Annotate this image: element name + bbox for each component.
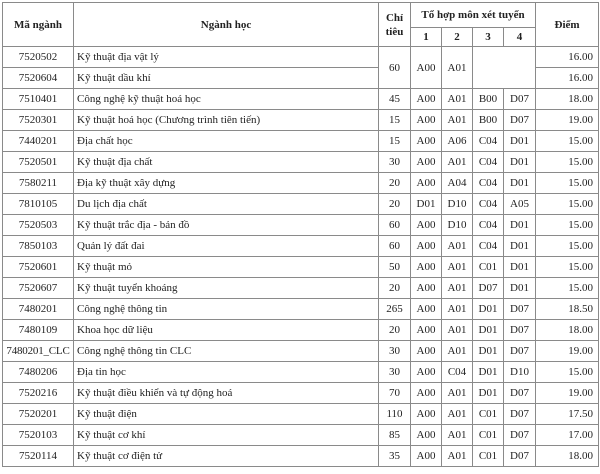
cell-subject-2: A01 xyxy=(442,278,473,299)
cell-subject-1: A00 xyxy=(411,215,442,236)
cell-score: 18.50 xyxy=(536,299,599,320)
cell-subject-3: D07 xyxy=(473,278,504,299)
cell-subject-2: A01 xyxy=(442,404,473,425)
cell-code: 7480206 xyxy=(3,362,74,383)
cell-code: 7520607 xyxy=(3,278,74,299)
table-row xyxy=(3,110,599,131)
cell-code: 7480109 xyxy=(3,320,74,341)
header-combo-1: 1 xyxy=(411,28,442,47)
cell-code: 7480201_CLC xyxy=(3,341,74,362)
cell-code: 7440201 xyxy=(3,131,74,152)
cell-subject-3-4 xyxy=(473,47,536,89)
cell-subject-2: A01 xyxy=(442,47,473,89)
cell-subject-3: C04 xyxy=(473,173,504,194)
cell-code: 7520201 xyxy=(3,404,74,425)
cell-score: 17.00 xyxy=(536,425,599,446)
cell-code: 7520301 xyxy=(3,110,74,131)
cell-subject-4: D07 xyxy=(504,299,536,320)
cell-quota: 20 xyxy=(379,320,411,341)
cell-name: Kỹ thuật cơ khí xyxy=(74,425,379,446)
cell-code: 7520103 xyxy=(3,425,74,446)
cell-code: 7510401 xyxy=(3,89,74,110)
cell-subject-4: D07 xyxy=(504,341,536,362)
cell-subject-1: A00 xyxy=(411,362,442,383)
header-combo: Tổ hợp môn xét tuyển xyxy=(411,3,536,28)
admission-scores-table xyxy=(2,2,599,467)
cell-score: 15.00 xyxy=(536,236,599,257)
cell-quota: 110 xyxy=(379,404,411,425)
cell-score: 18.00 xyxy=(536,320,599,341)
cell-subject-4: D01 xyxy=(504,131,536,152)
cell-name: Kỹ thuật điện xyxy=(74,404,379,425)
cell-score: 19.00 xyxy=(536,341,599,362)
cell-name: Khoa học dữ liệu xyxy=(74,320,379,341)
cell-score: 16.00 xyxy=(536,68,599,89)
cell-subject-1: A00 xyxy=(411,446,442,467)
cell-name: Kỹ thuật cơ điện tử xyxy=(74,446,379,467)
cell-score: 15.00 xyxy=(536,215,599,236)
cell-subject-3: C04 xyxy=(473,131,504,152)
cell-score: 18.00 xyxy=(536,446,599,467)
table-row xyxy=(3,173,599,194)
header-quota-line1: Chỉ xyxy=(385,11,404,24)
cell-code: 7520114 xyxy=(3,446,74,467)
cell-code: 7520502 xyxy=(3,47,74,68)
cell-quota: 30 xyxy=(379,341,411,362)
cell-subject-2: D10 xyxy=(442,194,473,215)
cell-subject-2: A01 xyxy=(442,446,473,467)
cell-name: Du lịch địa chất xyxy=(74,194,379,215)
table-row xyxy=(3,89,599,110)
header-code: Mã ngành xyxy=(3,3,74,47)
cell-score: 16.00 xyxy=(536,47,599,68)
cell-subject-4: D01 xyxy=(504,215,536,236)
cell-name: Địa chất học xyxy=(74,131,379,152)
cell-code: 7480201 xyxy=(3,299,74,320)
cell-quota: 35 xyxy=(379,446,411,467)
cell-subject-1: A00 xyxy=(411,47,442,89)
table-row xyxy=(3,383,599,404)
cell-name: Kỹ thuật hoá học (Chương trình tiên tiến) xyxy=(74,110,379,131)
cell-subject-2: C04 xyxy=(442,362,473,383)
table-row xyxy=(3,131,599,152)
cell-subject-3: C04 xyxy=(473,194,504,215)
cell-subject-1: A00 xyxy=(411,173,442,194)
cell-subject-4: D07 xyxy=(504,89,536,110)
cell-score: 18.00 xyxy=(536,89,599,110)
cell-subject-4: D01 xyxy=(504,173,536,194)
cell-subject-2: A01 xyxy=(442,257,473,278)
cell-name: Địa tin học xyxy=(74,362,379,383)
cell-score: 15.00 xyxy=(536,278,599,299)
cell-subject-3: C01 xyxy=(473,404,504,425)
cell-name: Công nghệ thông tin xyxy=(74,299,379,320)
cell-code: 7520216 xyxy=(3,383,74,404)
cell-subject-4: D07 xyxy=(504,383,536,404)
cell-code: 7520501 xyxy=(3,152,74,173)
cell-subject-3: D01 xyxy=(473,383,504,404)
table-row xyxy=(3,320,599,341)
cell-subject-3: C04 xyxy=(473,236,504,257)
cell-name: Địa kỹ thuật xây dựng xyxy=(74,173,379,194)
cell-quota: 265 xyxy=(379,299,411,320)
cell-quota: 85 xyxy=(379,425,411,446)
cell-subject-1: A00 xyxy=(411,299,442,320)
cell-subject-4: D01 xyxy=(504,152,536,173)
header-combo-3: 3 xyxy=(473,28,504,47)
cell-subject-1: A00 xyxy=(411,89,442,110)
cell-quota: 60 xyxy=(379,47,411,89)
cell-code: 7850103 xyxy=(3,236,74,257)
table-row xyxy=(3,446,599,467)
cell-score: 15.00 xyxy=(536,131,599,152)
cell-name: Công nghệ kỹ thuật hoá học xyxy=(74,89,379,110)
cell-quota: 50 xyxy=(379,257,411,278)
cell-subject-4: D01 xyxy=(504,236,536,257)
table-row xyxy=(3,425,599,446)
cell-subject-1: A00 xyxy=(411,278,442,299)
cell-quota: 30 xyxy=(379,362,411,383)
cell-subject-4: D07 xyxy=(504,320,536,341)
cell-subject-2: A06 xyxy=(442,131,473,152)
cell-quota: 15 xyxy=(379,110,411,131)
cell-subject-4: D07 xyxy=(504,404,536,425)
cell-score: 19.00 xyxy=(536,383,599,404)
cell-score: 17.50 xyxy=(536,404,599,425)
cell-subject-1: A00 xyxy=(411,341,442,362)
cell-subject-1: A00 xyxy=(411,425,442,446)
cell-subject-1: A00 xyxy=(411,383,442,404)
cell-subject-4: D07 xyxy=(504,446,536,467)
cell-quota: 20 xyxy=(379,173,411,194)
cell-subject-1: D01 xyxy=(411,194,442,215)
cell-quota: 20 xyxy=(379,194,411,215)
cell-subject-4: D07 xyxy=(504,425,536,446)
cell-subject-2: A01 xyxy=(442,320,473,341)
cell-name: Kỹ thuật điều khiển và tự động hoá xyxy=(74,383,379,404)
cell-subject-1: A00 xyxy=(411,257,442,278)
table-row xyxy=(3,299,599,320)
cell-subject-4: D07 xyxy=(504,110,536,131)
cell-subject-2: A01 xyxy=(442,299,473,320)
cell-subject-3: C04 xyxy=(473,215,504,236)
cell-score: 19.00 xyxy=(536,110,599,131)
cell-score: 15.00 xyxy=(536,257,599,278)
cell-subject-4: D10 xyxy=(504,362,536,383)
cell-quota: 60 xyxy=(379,236,411,257)
cell-score: 15.00 xyxy=(536,362,599,383)
header-combo-2: 2 xyxy=(442,28,473,47)
cell-subject-3: D01 xyxy=(473,362,504,383)
cell-name: Kỹ thuật trắc địa - bản đồ xyxy=(74,215,379,236)
cell-subject-3: B00 xyxy=(473,89,504,110)
cell-score: 15.00 xyxy=(536,152,599,173)
cell-subject-4: D01 xyxy=(504,278,536,299)
cell-code: 7520601 xyxy=(3,257,74,278)
cell-quota: 30 xyxy=(379,152,411,173)
cell-subject-4: D01 xyxy=(504,257,536,278)
cell-subject-2: A01 xyxy=(442,89,473,110)
cell-subject-1: A00 xyxy=(411,320,442,341)
header-combo-4: 4 xyxy=(504,28,536,47)
cell-score: 15.00 xyxy=(536,173,599,194)
cell-subject-2: A01 xyxy=(442,341,473,362)
table-row xyxy=(3,257,599,278)
cell-name: Công nghệ thông tin CLC xyxy=(74,341,379,362)
cell-subject-3: C01 xyxy=(473,446,504,467)
table-row xyxy=(3,404,599,425)
header-quota-line2: tiêu xyxy=(385,25,404,38)
cell-subject-2: A01 xyxy=(442,425,473,446)
cell-subject-3: C04 xyxy=(473,152,504,173)
cell-name: Kỹ thuật địa vật lý xyxy=(74,47,379,68)
cell-name: Kỹ thuật địa chất xyxy=(74,152,379,173)
cell-subject-1: A00 xyxy=(411,110,442,131)
cell-subject-3: C01 xyxy=(473,425,504,446)
table-row xyxy=(3,278,599,299)
cell-subject-1: A00 xyxy=(411,131,442,152)
cell-name: Quản lý đất đai xyxy=(74,236,379,257)
table-row xyxy=(3,194,599,215)
cell-code: 7580211 xyxy=(3,173,74,194)
cell-quota: 70 xyxy=(379,383,411,404)
cell-subject-2: A04 xyxy=(442,173,473,194)
table-row xyxy=(3,341,599,362)
table-row xyxy=(3,236,599,257)
cell-subject-2: A01 xyxy=(442,152,473,173)
cell-quota: 60 xyxy=(379,215,411,236)
cell-code: 7520503 xyxy=(3,215,74,236)
header-score: Điểm xyxy=(536,3,599,47)
cell-quota: 15 xyxy=(379,131,411,152)
cell-subject-2: D10 xyxy=(442,215,473,236)
cell-code: 7520604 xyxy=(3,68,74,89)
cell-code: 7810105 xyxy=(3,194,74,215)
cell-name: Kỹ thuật mỏ xyxy=(74,257,379,278)
cell-subject-3: C01 xyxy=(473,257,504,278)
cell-subject-3: D01 xyxy=(473,341,504,362)
cell-quota: 20 xyxy=(379,278,411,299)
cell-subject-3: D01 xyxy=(473,320,504,341)
cell-score: 15.00 xyxy=(536,194,599,215)
cell-subject-4: A05 xyxy=(504,194,536,215)
cell-quota: 45 xyxy=(379,89,411,110)
table-row xyxy=(3,152,599,173)
cell-subject-3: B00 xyxy=(473,110,504,131)
cell-name: Kỹ thuật tuyển khoáng xyxy=(74,278,379,299)
cell-subject-1: A00 xyxy=(411,404,442,425)
cell-subject-2: A01 xyxy=(442,383,473,404)
cell-subject-1: A00 xyxy=(411,152,442,173)
table-row xyxy=(3,47,599,68)
cell-name: Kỹ thuật dầu khí xyxy=(74,68,379,89)
header-name: Ngành học xyxy=(74,3,379,47)
cell-subject-2: A01 xyxy=(442,110,473,131)
cell-subject-2: A01 xyxy=(442,236,473,257)
header-quota xyxy=(379,3,411,47)
cell-subject-1: A00 xyxy=(411,236,442,257)
table-row xyxy=(3,362,599,383)
cell-subject-3: D01 xyxy=(473,299,504,320)
table-row xyxy=(3,215,599,236)
